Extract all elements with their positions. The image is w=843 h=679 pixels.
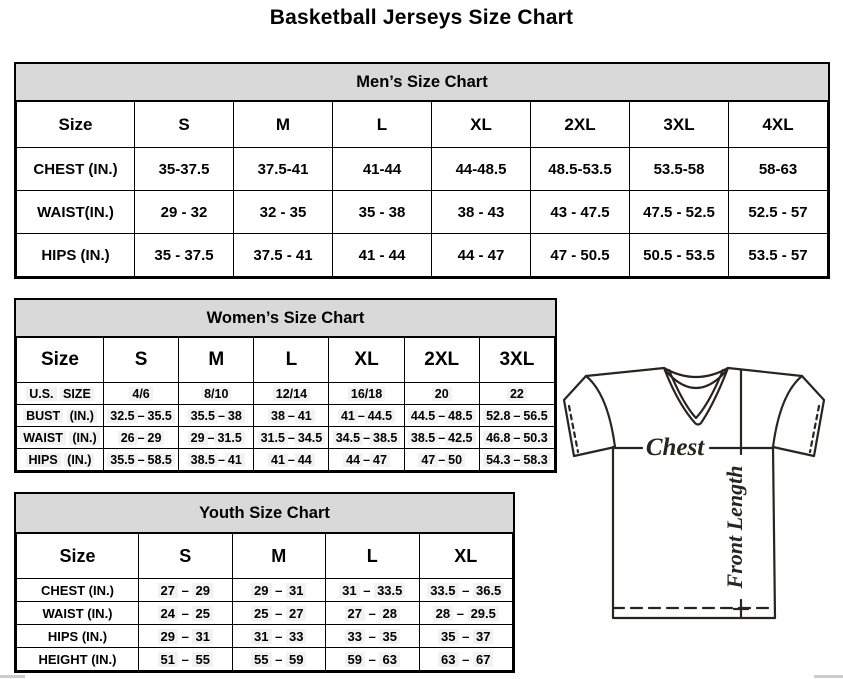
- highlighted-value: 29: [251, 583, 271, 598]
- highlighted-value: 33: [345, 629, 365, 644]
- cell-value: 25 – 27: [232, 602, 326, 625]
- cell-value: 59 – 63: [326, 648, 420, 671]
- womens-chart-title: Women’s Size Chart: [16, 300, 555, 337]
- highlighted-value: 37: [473, 629, 493, 644]
- column-header: XL: [432, 102, 531, 148]
- cell-value: 41 – 44.5: [329, 405, 404, 427]
- highlighted-value: 31: [251, 629, 271, 644]
- column-header: 2XL: [531, 102, 630, 148]
- row-label: CHEST (IN.): [17, 148, 135, 191]
- youth-chart-title: Youth Size Chart: [16, 494, 513, 533]
- youth-size-table: [16, 533, 513, 671]
- cell-value: [404, 383, 479, 405]
- cropped-table-fragment-right: [814, 675, 843, 678]
- table-row: [17, 427, 555, 449]
- highlighted-value: 31.5: [258, 431, 288, 445]
- highlighted-value: 28: [379, 606, 399, 621]
- cell-value: 28 – 29.5: [419, 602, 513, 625]
- table-row: [17, 648, 513, 671]
- cell-value: 37.5 - 41: [234, 234, 333, 277]
- highlighted-value: 35.5: [145, 409, 175, 423]
- cell-value: 35 – 37: [419, 625, 513, 648]
- highlighted-value: 38: [225, 409, 245, 423]
- highlighted-value: 35.5: [188, 409, 218, 423]
- youth-size-chart: [14, 492, 515, 673]
- column-header: S: [135, 102, 234, 148]
- cell-value: 44 - 47: [432, 234, 531, 277]
- cell-value: 63 – 67: [419, 648, 513, 671]
- highlighted-value: 29: [188, 431, 208, 445]
- cell-value: 35.5 – 58.5: [104, 449, 179, 471]
- highlighted-value: 38: [268, 409, 288, 423]
- highlighted-value: (IN.): [67, 409, 97, 423]
- highlighted-value: 44.5: [408, 409, 438, 423]
- cell-value: 37.5-41: [234, 148, 333, 191]
- highlighted-value: 46.8: [483, 431, 513, 445]
- column-header: 4XL: [729, 102, 828, 148]
- cell-value: [329, 383, 404, 405]
- mens-size-table: [16, 101, 828, 277]
- cell-value: 44-48.5: [432, 148, 531, 191]
- highlighted-value: 50: [445, 453, 465, 467]
- column-header: S: [139, 534, 233, 579]
- highlighted-value: 33: [286, 629, 306, 644]
- column-header: XL: [419, 534, 513, 579]
- column-header: S: [104, 338, 179, 383]
- highlighted-value: 58.3: [520, 453, 550, 467]
- jersey-measurement-diagram: [558, 360, 843, 628]
- cell-value: 29 – 31: [139, 625, 233, 648]
- jersey-outline: [564, 368, 824, 618]
- table-row: [17, 405, 555, 427]
- highlighted-value: 27: [158, 583, 178, 598]
- column-header: Size: [17, 102, 135, 148]
- highlighted-value: 44: [343, 453, 363, 467]
- header-row: [17, 102, 828, 148]
- highlighted-value: 41: [295, 409, 315, 423]
- cell-value: 58-63: [729, 148, 828, 191]
- cell-value: 47.5 - 52.5: [630, 191, 729, 234]
- highlighted-value: 35: [438, 629, 458, 644]
- cell-value: 55 – 59: [232, 648, 326, 671]
- highlighted-value: 31: [192, 629, 212, 644]
- column-header: XL: [329, 338, 404, 383]
- column-header: 3XL: [630, 102, 729, 148]
- column-header: M: [179, 338, 254, 383]
- highlighted-value: 29: [158, 629, 178, 644]
- cell-value: 27 – 28: [326, 602, 420, 625]
- cell-value: 24 – 25: [139, 602, 233, 625]
- highlighted-value: SIZE: [60, 387, 94, 401]
- column-header: M: [234, 102, 333, 148]
- column-header: L: [254, 338, 329, 383]
- column-header: Size: [17, 338, 104, 383]
- highlighted-value: 47: [418, 453, 438, 467]
- header-row: [17, 338, 555, 383]
- highlighted-value: 8/10: [201, 387, 231, 401]
- mens-size-chart: [14, 62, 830, 279]
- table-row: [17, 383, 555, 405]
- table-row: [17, 602, 513, 625]
- column-header: 3XL: [479, 338, 554, 383]
- highlighted-value: 25: [251, 606, 271, 621]
- cell-value: 32 - 35: [234, 191, 333, 234]
- highlighted-value: 20: [432, 387, 452, 401]
- highlighted-value: 50.3: [520, 431, 550, 445]
- highlighted-value: 44: [295, 453, 315, 467]
- highlighted-value: 36.5: [473, 583, 504, 598]
- highlighted-value: 54.3: [483, 453, 513, 467]
- highlighted-value: 28: [433, 606, 453, 621]
- row-label: WAIST(IN.): [17, 191, 135, 234]
- cell-value: 43 - 47.5: [531, 191, 630, 234]
- mens-chart-title: Men’s Size Chart: [16, 64, 828, 101]
- highlighted-value: (IN.): [64, 453, 94, 467]
- cell-value: 38 - 43: [432, 191, 531, 234]
- cell-value: 53.5 - 57: [729, 234, 828, 277]
- highlighted-value: 55: [192, 652, 212, 667]
- column-header: 2XL: [404, 338, 479, 383]
- highlighted-value: 35: [379, 629, 399, 644]
- highlighted-value: 41: [268, 453, 288, 467]
- cell-value: 27 – 29: [139, 579, 233, 602]
- highlighted-value: 12/14: [273, 387, 310, 401]
- table-row: [17, 449, 555, 471]
- highlighted-value: 52.8: [483, 409, 513, 423]
- highlighted-value: 38.5: [188, 453, 218, 467]
- row-label: [17, 449, 104, 471]
- highlighted-value: 29: [192, 583, 212, 598]
- cell-value: 29 - 32: [135, 191, 234, 234]
- highlighted-value: 34.5: [295, 431, 325, 445]
- highlighted-value: 67: [473, 652, 493, 667]
- row-label: [17, 383, 104, 405]
- highlighted-value: 59: [286, 652, 306, 667]
- table-row: [17, 148, 828, 191]
- highlighted-value: 59: [345, 652, 365, 667]
- highlighted-value: 47: [370, 453, 390, 467]
- row-label: HEIGHT (IN.): [17, 648, 139, 671]
- cell-value: 32.5 – 35.5: [104, 405, 179, 427]
- cell-value: 54.3 – 58.3: [479, 449, 554, 471]
- cell-value: 29 – 31.5: [179, 427, 254, 449]
- cell-value: 51 – 55: [139, 648, 233, 671]
- cell-value: 34.5 – 38.5: [329, 427, 404, 449]
- highlighted-value: 38.5: [370, 431, 400, 445]
- cropped-table-fragment-left: [0, 675, 25, 678]
- header-row: [17, 534, 513, 579]
- highlighted-value: 32.5: [107, 409, 137, 423]
- highlighted-value: 27: [345, 606, 365, 621]
- column-header: L: [333, 102, 432, 148]
- cell-value: 33.5 – 36.5: [419, 579, 513, 602]
- cell-value: 46.8 – 50.3: [479, 427, 554, 449]
- chest-label: Chest: [645, 434, 705, 461]
- cell-value: [104, 383, 179, 405]
- highlighted-value: 4/6: [129, 387, 152, 401]
- highlighted-value: 22: [507, 387, 527, 401]
- cell-value: 38.5 – 41: [179, 449, 254, 471]
- cell-value: 44 – 47: [329, 449, 404, 471]
- highlighted-value: U.S.: [26, 387, 56, 401]
- highlighted-value: 24: [158, 606, 178, 621]
- cell-value: 35 - 38: [333, 191, 432, 234]
- row-label: HIPS (IN.): [17, 625, 139, 648]
- highlighted-value: 41: [338, 409, 358, 423]
- highlighted-value: 63: [379, 652, 399, 667]
- highlighted-value: 58.5: [145, 453, 175, 467]
- highlighted-value: 16/18: [348, 387, 385, 401]
- highlighted-value: 31: [286, 583, 306, 598]
- cell-value: 41-44: [333, 148, 432, 191]
- womens-size-table: [16, 337, 555, 471]
- cell-value: [479, 383, 554, 405]
- cell-value: 33 – 35: [326, 625, 420, 648]
- cell-value: 26 – 29: [104, 427, 179, 449]
- cell-value: 50.5 - 53.5: [630, 234, 729, 277]
- highlighted-value: 34.5: [333, 431, 363, 445]
- highlighted-value: 48.5: [445, 409, 475, 423]
- cell-value: 41 - 44: [333, 234, 432, 277]
- column-header: Size: [17, 534, 139, 579]
- highlighted-value: 27: [286, 606, 306, 621]
- highlighted-value: 56.5: [520, 409, 550, 423]
- cell-value: 31 – 33.5: [326, 579, 420, 602]
- highlighted-value: HIPS: [26, 453, 61, 467]
- table-row: [17, 625, 513, 648]
- highlighted-value: 63: [438, 652, 458, 667]
- table-row: [17, 191, 828, 234]
- cell-value: [254, 383, 329, 405]
- column-header: M: [232, 534, 326, 579]
- cell-value: 41 – 44: [254, 449, 329, 471]
- cell-value: [179, 383, 254, 405]
- highlighted-value: 44.5: [365, 409, 395, 423]
- cell-value: 48.5-53.5: [531, 148, 630, 191]
- cell-value: 47 – 50: [404, 449, 479, 471]
- highlighted-value: 25: [192, 606, 212, 621]
- highlighted-value: 26: [118, 431, 138, 445]
- table-row: [17, 579, 513, 602]
- womens-size-chart: [14, 298, 557, 473]
- highlighted-value: 33.5: [374, 583, 405, 598]
- highlighted-value: 33.5: [427, 583, 458, 598]
- collar-back-line: [664, 368, 728, 377]
- row-label: CHEST (IN.): [17, 579, 139, 602]
- highlighted-value: BUST: [23, 409, 63, 423]
- cell-value: 35.5 – 38: [179, 405, 254, 427]
- highlighted-value: 29.5: [468, 606, 499, 621]
- cell-value: 53.5-58: [630, 148, 729, 191]
- highlighted-value: 55: [251, 652, 271, 667]
- row-label: HIPS (IN.): [17, 234, 135, 277]
- table-row: [17, 234, 828, 277]
- cell-value: 52.5 - 57: [729, 191, 828, 234]
- highlighted-value: WAIST: [20, 431, 66, 445]
- highlighted-value: 31.5: [214, 431, 244, 445]
- cell-value: 52.8 – 56.5: [479, 405, 554, 427]
- front-length-label: Front Length: [722, 465, 747, 589]
- cell-value: 38.5 – 42.5: [404, 427, 479, 449]
- highlighted-value: (IN.): [69, 431, 99, 445]
- highlighted-value: 29: [145, 431, 165, 445]
- cell-value: 31.5 – 34.5: [254, 427, 329, 449]
- highlighted-value: 31: [339, 583, 359, 598]
- row-label: [17, 427, 104, 449]
- cell-value: 35-37.5: [135, 148, 234, 191]
- cell-value: 38 – 41: [254, 405, 329, 427]
- cell-value: 29 – 31: [232, 579, 326, 602]
- highlighted-value: 42.5: [445, 431, 475, 445]
- cell-value: 47 - 50.5: [531, 234, 630, 277]
- highlighted-value: 35.5: [107, 453, 137, 467]
- page-title: Basketball Jerseys Size Chart: [269, 6, 574, 29]
- cell-value: 44.5 – 48.5: [404, 405, 479, 427]
- cell-value: 31 – 33: [232, 625, 326, 648]
- column-header: L: [326, 534, 420, 579]
- highlighted-value: 51: [158, 652, 178, 667]
- cell-value: 35 - 37.5: [135, 234, 234, 277]
- row-label: WAIST (IN.): [17, 602, 139, 625]
- highlighted-value: 38.5: [408, 431, 438, 445]
- row-label: [17, 405, 104, 427]
- highlighted-value: 41: [225, 453, 245, 467]
